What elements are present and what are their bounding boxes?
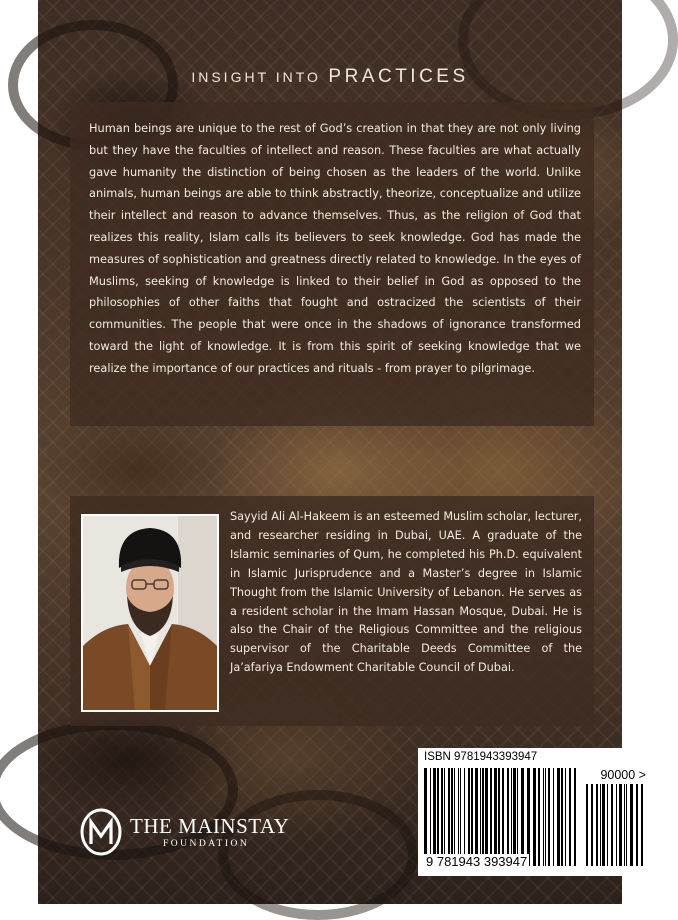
series-title-main: PRACTICES (328, 66, 469, 87)
barcode-bar (490, 768, 492, 866)
barcode-bar (636, 784, 638, 866)
barcode-bar (451, 768, 453, 866)
barcode-bar (611, 784, 613, 866)
barcode-bar (574, 768, 576, 866)
barcode-bar (586, 784, 588, 866)
barcode-bar (502, 768, 504, 866)
barcode-bar (430, 768, 431, 866)
barcode-bar (565, 768, 566, 866)
isbn-digits: 9 781943 393947 (426, 854, 528, 869)
barcode-bar (521, 768, 524, 866)
barcode-bar (619, 784, 622, 866)
barcode-bar (471, 768, 473, 866)
barcode-bar (517, 768, 518, 866)
barcode-bar (630, 784, 633, 866)
barcode-bar (437, 768, 439, 866)
barcode-bar (591, 784, 593, 866)
barcode-bar (444, 768, 445, 866)
author-portrait-image (83, 516, 217, 710)
publisher-logo (80, 808, 320, 858)
barcode-bar (543, 768, 544, 866)
barcode-bar (553, 768, 554, 866)
barcode-bar (448, 768, 450, 866)
isbn-label: ISBN 9781943393947 (424, 751, 538, 763)
publisher-subtitle: FOUNDATION (163, 839, 250, 849)
barcode-bar (511, 768, 512, 866)
barcode-bar (527, 768, 530, 866)
author-bio: Sayyid Ali Al-Hakeem is an esteemed Muslim scholar, lecturer, and researcher residing in Dubai, UAE. A graduate of the Islamic seminaries of Qum, he completed his Ph.D. equivalent in Islamic Jurisprudence and a Master’s degree in Islamic Thought from the Islamic University of Lebanon. He serves as a resident scholar in the Imam Hassan Mosque, Dubai. He is also the Chair of the Religious Committee and the religious supervisor of the Charitable Deeds Committee of the Ja’afariya Endowment Charitable Council of Dubai. (230, 510, 582, 675)
barcode-box (418, 748, 654, 876)
barcode-bar (607, 784, 608, 866)
price-barcode (586, 784, 648, 866)
barcode-bar (441, 768, 443, 866)
barcode-bar (596, 784, 598, 866)
barcode-bar (641, 784, 643, 866)
series-title-prefix: INSIGHT INTO (191, 69, 321, 85)
barcode-bar (468, 768, 470, 866)
book-back-cover (38, 0, 646, 904)
barcode-bar (475, 768, 478, 866)
barcode-bar (545, 768, 546, 866)
series-title (38, 66, 622, 88)
barcode-bar (433, 768, 436, 866)
barcode-bar (424, 768, 427, 866)
barcode-bar (533, 768, 536, 866)
barcode-bar (616, 784, 617, 866)
barcode-bar (458, 768, 459, 866)
blurb-text: Human beings are unique to the rest of God’s creation in that they are not only living but they have the faculties of intellect and reason. These faculties are what actually gave humanity the distinction of being chosen as the leaders of the world. Unlike animals, human beings are able to think abstractly, theorize, conceptualize and utilize their intellect and reason to advance themselves. Thus, as the religion of God that realizes this reality, Islam calls its believers to seek knowledge. God has made the measures of sophistication and greatness directly related to knowledge. In the eyes of Muslims, seeking of knowledge is linked to their belief in God as opposed to the philosophies of other faiths that fought and ostracized the scientists of their communities. The people that were once in the shadows of ignorance transformed toward the light of knowledge. It is from this spirit of seeking knowledge that we realize the importance of our practices and rituals - from prayer to pilgrimage. (89, 121, 581, 375)
barcode-bar (494, 768, 497, 866)
barcode-bar (626, 784, 627, 866)
barcode-bar (485, 768, 488, 866)
barcode-bar (498, 768, 500, 866)
barcode-bar (507, 768, 509, 866)
barcode-bar (569, 768, 571, 866)
barcode-bar (464, 768, 465, 866)
barcode-bar (538, 768, 540, 866)
barcode-bar (482, 768, 484, 866)
barcode-bar (513, 768, 516, 866)
barcode-bar (602, 784, 605, 866)
isbn-barcode (424, 768, 576, 866)
barcode-bar (460, 768, 461, 866)
author-photo (81, 514, 219, 712)
price-code: 90000 > (600, 768, 646, 782)
barcode-bar (561, 768, 563, 866)
publisher-name: THE MAINSTAY (130, 814, 290, 838)
barcode-bar (548, 768, 550, 866)
barcode-bar (600, 784, 601, 866)
m-circle-logo-icon (80, 808, 122, 856)
barcode-bar (454, 768, 455, 866)
barcode-bar (624, 784, 625, 866)
barcode-bar (480, 768, 481, 866)
barcode-bar (557, 768, 560, 866)
